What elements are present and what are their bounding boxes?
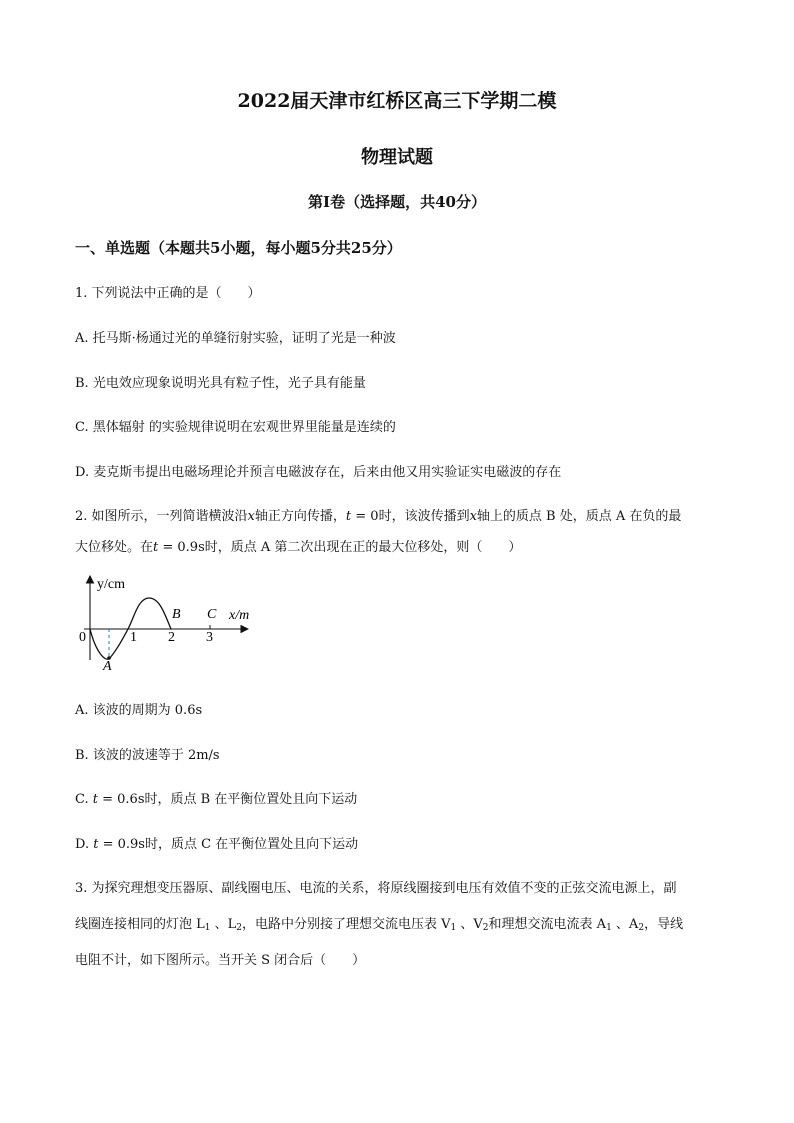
q3-subscript: 1 [204, 923, 211, 933]
x-axis-label: x/m [229, 608, 250, 623]
document-subtitle: 物理试题 [361, 147, 433, 168]
question-1-option-d: D. 麦克斯韦提出电磁场理论并预言电磁波存在，后来由他又用实验证实电磁波的存在 [75, 465, 562, 480]
tick-label-1: 1 [130, 630, 137, 645]
document-title: 2022届天津市红桥区高三下学期二模 [237, 90, 557, 112]
q2-var-x: x [469, 509, 477, 524]
question-1-option-c: C. 黑体辐射 的实验规律说明在宏观世界里能量是连续的 [75, 420, 396, 435]
q2-text: 2. 如图所示，一列简谐横波沿 [75, 509, 248, 524]
wave-figure [76, 570, 266, 675]
q3-subscript: 1 [450, 923, 457, 933]
question-2-stem-line-2 [75, 536, 521, 555]
y-axis-label: y/cm [97, 577, 125, 592]
q2-option-d-text: = 0.9s时，质点 C 在平衡位置处且向下运动 [98, 837, 359, 852]
q2-text: 轴正方向传播， [254, 509, 346, 524]
q2-text: = 0.9s时，质点 A 第二次出现在正的最大位移处，则（ ） [158, 540, 522, 555]
q2-text: 轴上的质点 B 处，质点 A 在负的最 [476, 509, 682, 524]
question-3-stem-line-2 [75, 913, 683, 933]
q3-text: ，导线 [644, 917, 684, 932]
tick-label-2: 2 [168, 630, 175, 645]
q3-subscript: 2 [236, 923, 242, 933]
q2-var-x: x [247, 509, 255, 524]
question-2-option-c [75, 788, 357, 807]
point-c-label: C [207, 607, 217, 622]
q2-text: = 0时，该波传播到 [351, 509, 470, 524]
question-2-option-b: B. 该波的波速等于 2m/s [75, 748, 220, 763]
q3-text: 、A [611, 917, 639, 932]
question-1-option-b: B. 光电效应现象说明光具有粒子性，光子具有能量 [75, 376, 366, 391]
q2-var-t: t [153, 540, 159, 555]
q2-var-t: t [92, 792, 98, 807]
q3-text: 、V [456, 917, 483, 932]
q2-option-d-prefix: D. [75, 837, 94, 852]
question-2-option-a: A. 该波的周期为 0.6s [75, 703, 203, 718]
q3-text: 线圈连接相同的灯泡 L [75, 917, 205, 932]
tick-label-3: 3 [206, 630, 213, 645]
q2-option-c-prefix: C. [75, 792, 93, 807]
question-1-option-a: A. 托马斯·杨通过光的单缝衍射实验，证明了光是一种波 [75, 331, 396, 346]
point-b-label: B [172, 607, 181, 622]
origin-label: 0 [79, 630, 86, 645]
question-2-stem-line-1 [75, 505, 681, 524]
point-a-label: A [103, 659, 112, 674]
q3-text: ，电路中分别接了理想交流电压表 V [242, 917, 451, 932]
q3-subscript: 2 [638, 923, 645, 933]
question-1-stem: 1. 下列说法中正确的是（ ） [75, 286, 261, 301]
q2-text: 大位移处。在 [75, 540, 154, 555]
q3-subscript: 2 [482, 923, 489, 933]
section-heading: 一、单选题（本题共5小题，每小题5分共25分） [75, 239, 402, 257]
question-3-stem-line-3: 电阻不计，如下图所示。当开关 S 闭合后（ ） [75, 953, 366, 968]
q2-var-t: t [345, 509, 352, 524]
q2-var-t: t [93, 837, 99, 852]
q2-option-c-text: = 0.6s时，质点 B 在平衡位置处且向下运动 [97, 792, 358, 807]
part-heading: 第Ⅰ卷（选择题，共40分） [308, 193, 486, 211]
question-3-stem-line-1: 3. 为探究理想变压器原、副线圈电压、电流的关系，将原线圈接到电压有效值不变的正弦交流电源上，副 [75, 881, 677, 896]
q3-text: 、L [210, 917, 237, 932]
question-2-option-d [75, 833, 358, 852]
q3-text: 和理想交流电流表 A [488, 917, 607, 932]
q3-subscript: 1 [606, 923, 612, 933]
